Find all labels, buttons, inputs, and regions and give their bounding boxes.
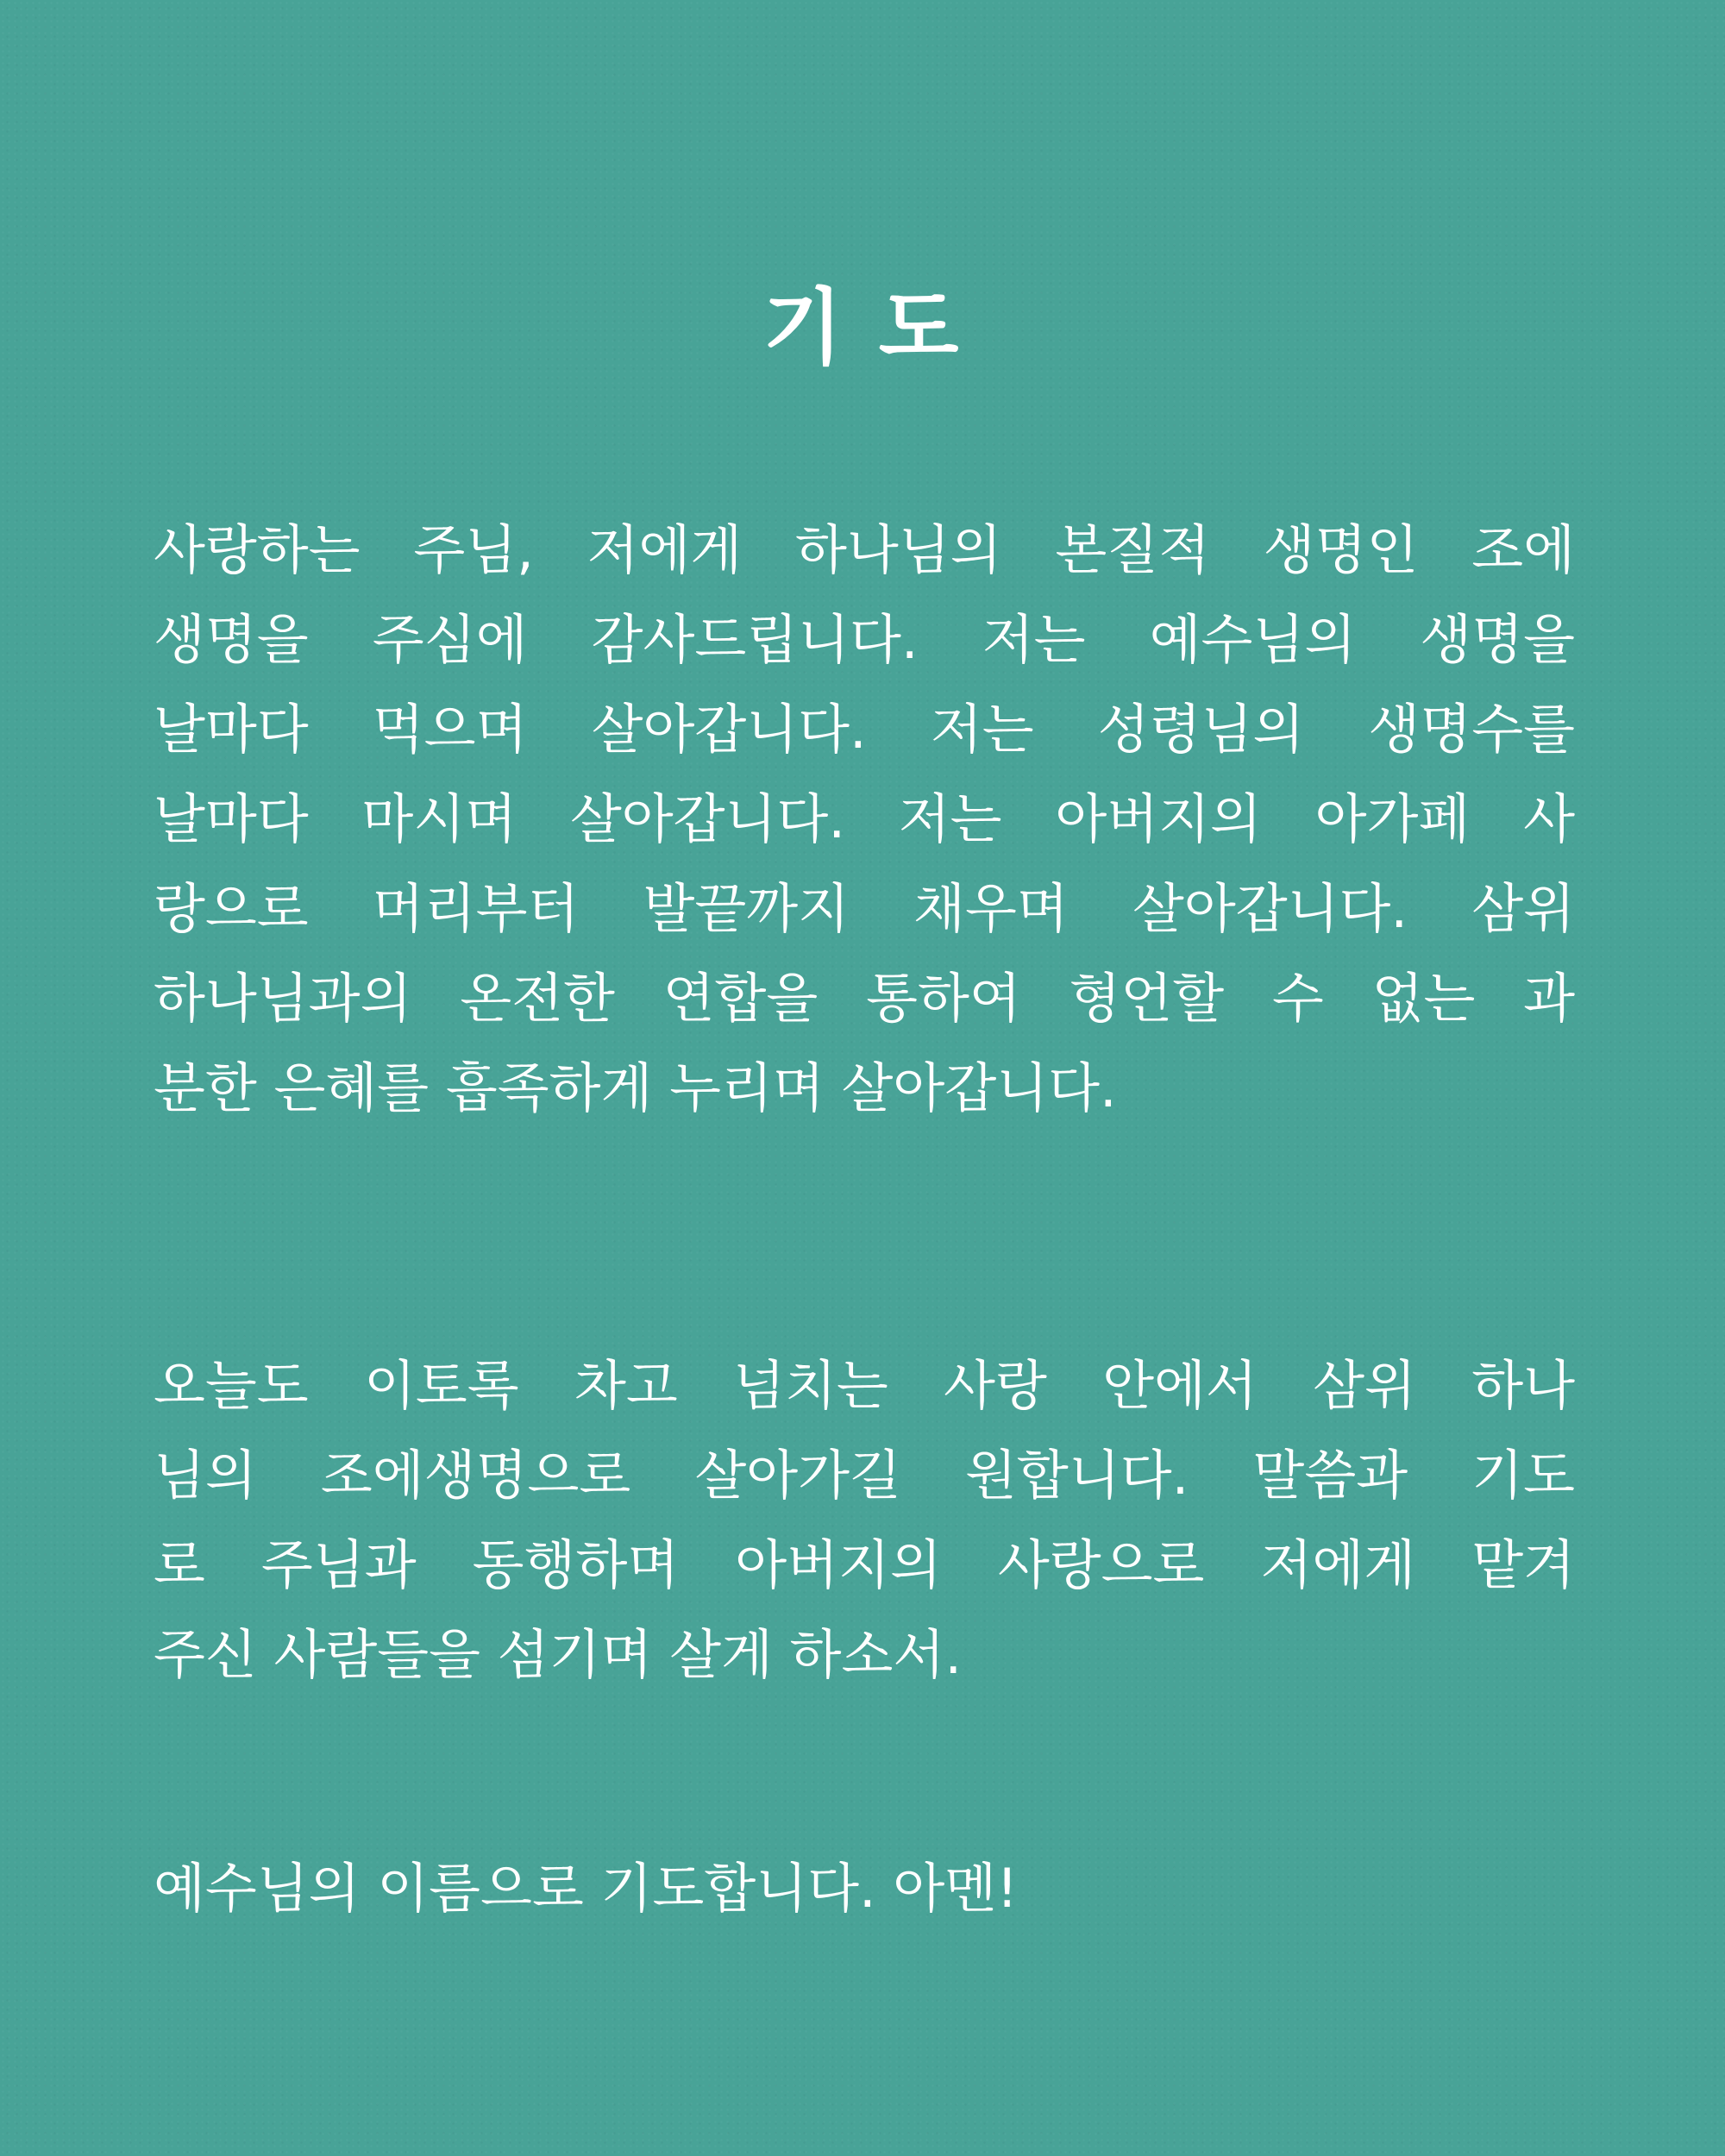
text-line: 로 주님과 동행하며 아버지의 사랑으로 저에게 맡겨 xyxy=(154,1533,1575,1596)
text-line: 님의 조에생명으로 살아가길 원합니다. 말씀과 기도 xyxy=(154,1444,1575,1507)
text-line: 분한 은혜를 흡족하게 누리며 살아갑니다. xyxy=(154,1056,1117,1119)
text-line: 하나님과의 온전한 연합을 통하여 형언할 수 없는 과 xyxy=(154,967,1575,1030)
text-line: 생명을 주심에 감사드립니다. 저는 예수님의 생명을 xyxy=(154,608,1575,671)
prayer-paragraph-closing xyxy=(154,1844,1575,1934)
prayer-paragraph-petition xyxy=(154,1341,1575,1700)
text-line: 사랑하는 주님, 저에게 하나님의 본질적 생명인 조에 xyxy=(154,518,1575,581)
text-line: 랑으로 머리부터 발끝까지 채우며 살아갑니다. 삼위 xyxy=(154,877,1575,940)
text-line: 날마다 먹으며 살아갑니다. 저는 성령님의 생명수를 xyxy=(154,698,1575,761)
page-title: 기 도 xyxy=(762,279,963,376)
text-line: 날마다 마시며 살아갑니다. 저는 아버지의 아가페 사 xyxy=(154,787,1575,850)
text-line: 주신 사람들을 섬기며 살게 하소서. xyxy=(154,1623,963,1686)
text-line: 오늘도 이토록 차고 넘치는 사랑 안에서 삼위 하나 xyxy=(154,1354,1575,1417)
prayer-paragraph-gratitude xyxy=(154,505,1575,1133)
text-line: 예수님의 이름으로 기도합니다. 아멘! xyxy=(154,1857,1019,1920)
